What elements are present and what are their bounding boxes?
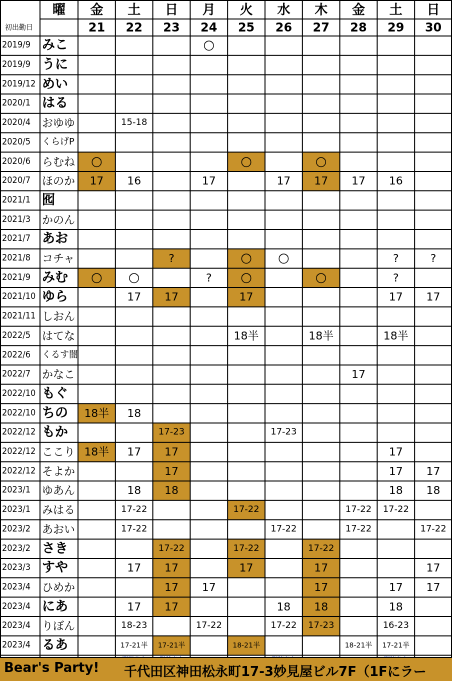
start-date: 2023/2 [2, 524, 30, 534]
shift-value: 17 [352, 368, 366, 381]
cast-name: ひめか [42, 581, 75, 594]
start-date: 2021/1 [2, 195, 30, 205]
cast-name: おゆゆ [42, 117, 75, 130]
shift-value: 17 [127, 562, 141, 575]
start-date: 2022/12 [2, 428, 36, 438]
shift-value: ? [393, 271, 399, 284]
shift-value: 18 [165, 484, 179, 497]
start-date: 2019/9 [2, 41, 30, 51]
shift-value: 17 [426, 291, 440, 304]
weekday-label: 月 [202, 3, 215, 18]
cast-name: そよか [42, 465, 75, 478]
shift-value: 17 [426, 465, 440, 478]
weekday-label: 金 [352, 2, 365, 18]
date-label: 26 [275, 21, 292, 35]
shift-value: 17 [277, 175, 291, 188]
shift-value: 17 [389, 581, 403, 594]
weekday-label: 火 [240, 2, 253, 18]
cast-name: ちの [42, 406, 68, 421]
cast-name: ここり [42, 446, 75, 459]
shift-value: 17 [165, 562, 179, 575]
shift-value: 18 [127, 484, 141, 497]
start-date: 2021/8 [2, 254, 30, 264]
start-date: 2021/9 [2, 273, 30, 283]
shift-value: ○ [91, 154, 102, 169]
shift-value: 17-22 [383, 505, 409, 515]
shift-value: 17 [314, 562, 328, 575]
shift-value: ○ [241, 251, 252, 266]
footer-bar [0, 657, 452, 681]
shift-value: 18半 [84, 406, 109, 420]
weekday-label: 金 [90, 2, 103, 18]
shift-value: 17 [127, 446, 141, 459]
start-date: 2021/3 [2, 215, 30, 225]
start-date: 2019/12 [2, 79, 36, 89]
start-date: 2021/10 [2, 292, 36, 302]
shift-value: ○ [278, 251, 289, 266]
shift-value: 17 [165, 581, 179, 594]
cast-name: すや [42, 561, 68, 576]
shift-value: 18半 [84, 445, 109, 459]
shift-value: 17-23 [308, 621, 334, 631]
shift-value: 17 [165, 465, 179, 478]
shift-value: 15-18 [121, 118, 147, 128]
start-date: 2023/4 [2, 602, 30, 612]
shift-value: 17-22 [271, 621, 297, 631]
start-date: 2023/4 [2, 582, 30, 592]
shift-value: ○ [203, 38, 214, 53]
cast-name: さき [42, 541, 68, 556]
shift-value: 17-22 [345, 505, 371, 515]
shift-value: 16-23 [383, 621, 409, 631]
first-day-header: 初出勤日 [5, 23, 33, 32]
cast-name: はてな [42, 329, 75, 342]
shift-value: 17-22 [420, 524, 446, 534]
start-date: 2020/7 [2, 176, 30, 186]
cast-name: くるす闇 [42, 349, 78, 360]
start-date: 2023/3 [2, 563, 30, 573]
cast-name: かのん [42, 213, 75, 226]
cast-name: めい [42, 77, 68, 92]
start-date: 2023/2 [2, 544, 30, 554]
start-date: 2020/6 [2, 157, 30, 167]
shift-value: 17-21半 [158, 641, 185, 650]
start-date: 2023/4 [2, 621, 30, 631]
date-label: 23 [163, 21, 180, 35]
start-date: 2019/9 [2, 60, 30, 70]
weekday-label: 日 [165, 3, 178, 18]
date-label: 27 [313, 21, 330, 35]
shift-value: 17-22 [121, 524, 147, 534]
cast-name: かなこ [42, 368, 75, 381]
shift-value: 17 [352, 175, 366, 188]
cast-name: らむね [42, 155, 75, 168]
cast-name: みこ [42, 38, 68, 53]
shift-value: ○ [315, 154, 326, 169]
shift-value: 18-21半 [345, 641, 372, 650]
shift-value: 18 [389, 484, 403, 497]
shift-value: 17 [202, 175, 216, 188]
start-date: 2023/1 [2, 505, 30, 515]
start-date: 2023/1 [2, 486, 30, 496]
cast-name: くらげP [42, 136, 75, 147]
start-date: 2022/12 [2, 466, 36, 476]
shift-value: ○ [241, 154, 252, 169]
shift-value: 17 [90, 175, 104, 188]
cast-name: はる [42, 96, 68, 111]
shift-value: 17-21半 [382, 641, 409, 650]
cast-name: 囮 [42, 192, 55, 208]
shift-value: 18 [277, 600, 291, 613]
shift-value: 17 [165, 600, 179, 613]
weekday-label: 水 [277, 2, 290, 18]
shift-value: 17-22 [121, 505, 147, 515]
date-label: 24 [201, 21, 218, 35]
start-date: 2022/5 [2, 331, 30, 341]
cast-name: みはる [42, 504, 75, 517]
shift-value: 17-22 [271, 524, 297, 534]
shift-value: 17-22 [345, 524, 371, 534]
shift-value: 18 [127, 407, 141, 420]
cast-name: みむ [42, 270, 68, 285]
shop-name: Bear's Party! [4, 661, 99, 676]
shift-value: 17 [314, 175, 328, 188]
shift-value: 18半 [383, 328, 408, 342]
cast-name: ゆあん [42, 484, 75, 497]
weekday-label: 土 [128, 2, 141, 18]
cast-name: ゆら [42, 290, 68, 305]
shift-value: 17 [389, 291, 403, 304]
start-date: 2021/7 [2, 234, 30, 244]
cast-name: うに [42, 58, 68, 73]
start-date: 2020/1 [2, 99, 30, 109]
start-date: 2022/6 [2, 350, 30, 360]
shift-value: ? [206, 271, 212, 284]
shift-value: 18半 [234, 328, 259, 342]
cast-name: コチャ [42, 252, 75, 265]
cast-name: るあ [42, 638, 68, 653]
shift-value: 16 [389, 175, 403, 188]
shift-value: ○ [315, 270, 326, 285]
start-date: 2022/7 [2, 370, 30, 380]
shift-value: 18 [389, 600, 403, 613]
cast-name: にあ [42, 599, 68, 614]
shift-value: 17 [314, 581, 328, 594]
shift-value: ? [169, 252, 175, 265]
cast-name: ほのか [42, 175, 75, 188]
shift-value: 17-22 [233, 505, 259, 515]
shift-value: 17 [127, 291, 141, 304]
weekday-label: 土 [389, 2, 402, 18]
date-label: 25 [238, 21, 255, 35]
date-label: 29 [388, 21, 405, 35]
cast-name: しおん [42, 310, 75, 323]
shift-value: ○ [128, 270, 139, 285]
date-label: 21 [88, 21, 105, 35]
shift-value: 16 [127, 175, 141, 188]
shift-value: 17 [389, 465, 403, 478]
shift-value: ? [430, 252, 436, 265]
shift-value: ? [393, 252, 399, 265]
shift-value: 17 [239, 291, 253, 304]
start-date: 2020/5 [2, 137, 30, 147]
shift-value: 17-23 [158, 428, 184, 438]
shift-value: 17 [165, 446, 179, 459]
shift-value: 17-22 [196, 621, 222, 631]
shift-value: 18 [426, 484, 440, 497]
start-date: 2022/10 [2, 389, 36, 399]
shift-value: 17-21半 [120, 641, 147, 650]
cast-name: あおい [42, 523, 75, 536]
start-date: 2022/12 [2, 447, 36, 457]
shift-value: 18-23 [121, 621, 147, 631]
shift-value: 17-22 [308, 544, 334, 554]
start-date: 2021/11 [2, 312, 36, 322]
shift-value: 17 [202, 581, 216, 594]
cast-name: りぼん [42, 620, 75, 633]
shift-value: ○ [91, 270, 102, 285]
shift-value: 17 [165, 291, 179, 304]
shift-value: 17-23 [271, 428, 297, 438]
date-label: 28 [350, 21, 367, 35]
cast-name: もぐ [42, 386, 68, 401]
shift-value: 18半 [309, 328, 334, 342]
shift-value: 17 [389, 446, 403, 459]
shift-value: 17 [426, 562, 440, 575]
weekday-label: 日 [427, 3, 440, 18]
start-date: 2023/4 [2, 641, 30, 651]
start-date: 2022/10 [2, 408, 36, 418]
shift-value: 17 [127, 600, 141, 613]
date-label: 22 [126, 21, 143, 35]
cast-name: もか [42, 425, 68, 440]
weekday-header-label: 曜 [52, 2, 65, 18]
date-label: 30 [425, 21, 442, 35]
cast-name: あお [42, 232, 68, 247]
shift-value: ○ [241, 270, 252, 285]
shift-value: 17 [239, 562, 253, 575]
shift-value: 18-21半 [233, 641, 260, 650]
shop-address: 千代田区神田松永町17-3妙見屋ビル7F（1Fにラー [124, 661, 426, 680]
shift-value: 17 [426, 581, 440, 594]
shift-value: 17-22 [158, 544, 184, 554]
shift-value: 17-22 [233, 544, 259, 554]
shift-value: 18 [314, 600, 328, 613]
start-date: 2020/4 [2, 118, 30, 128]
weekday-label: 木 [315, 2, 328, 18]
